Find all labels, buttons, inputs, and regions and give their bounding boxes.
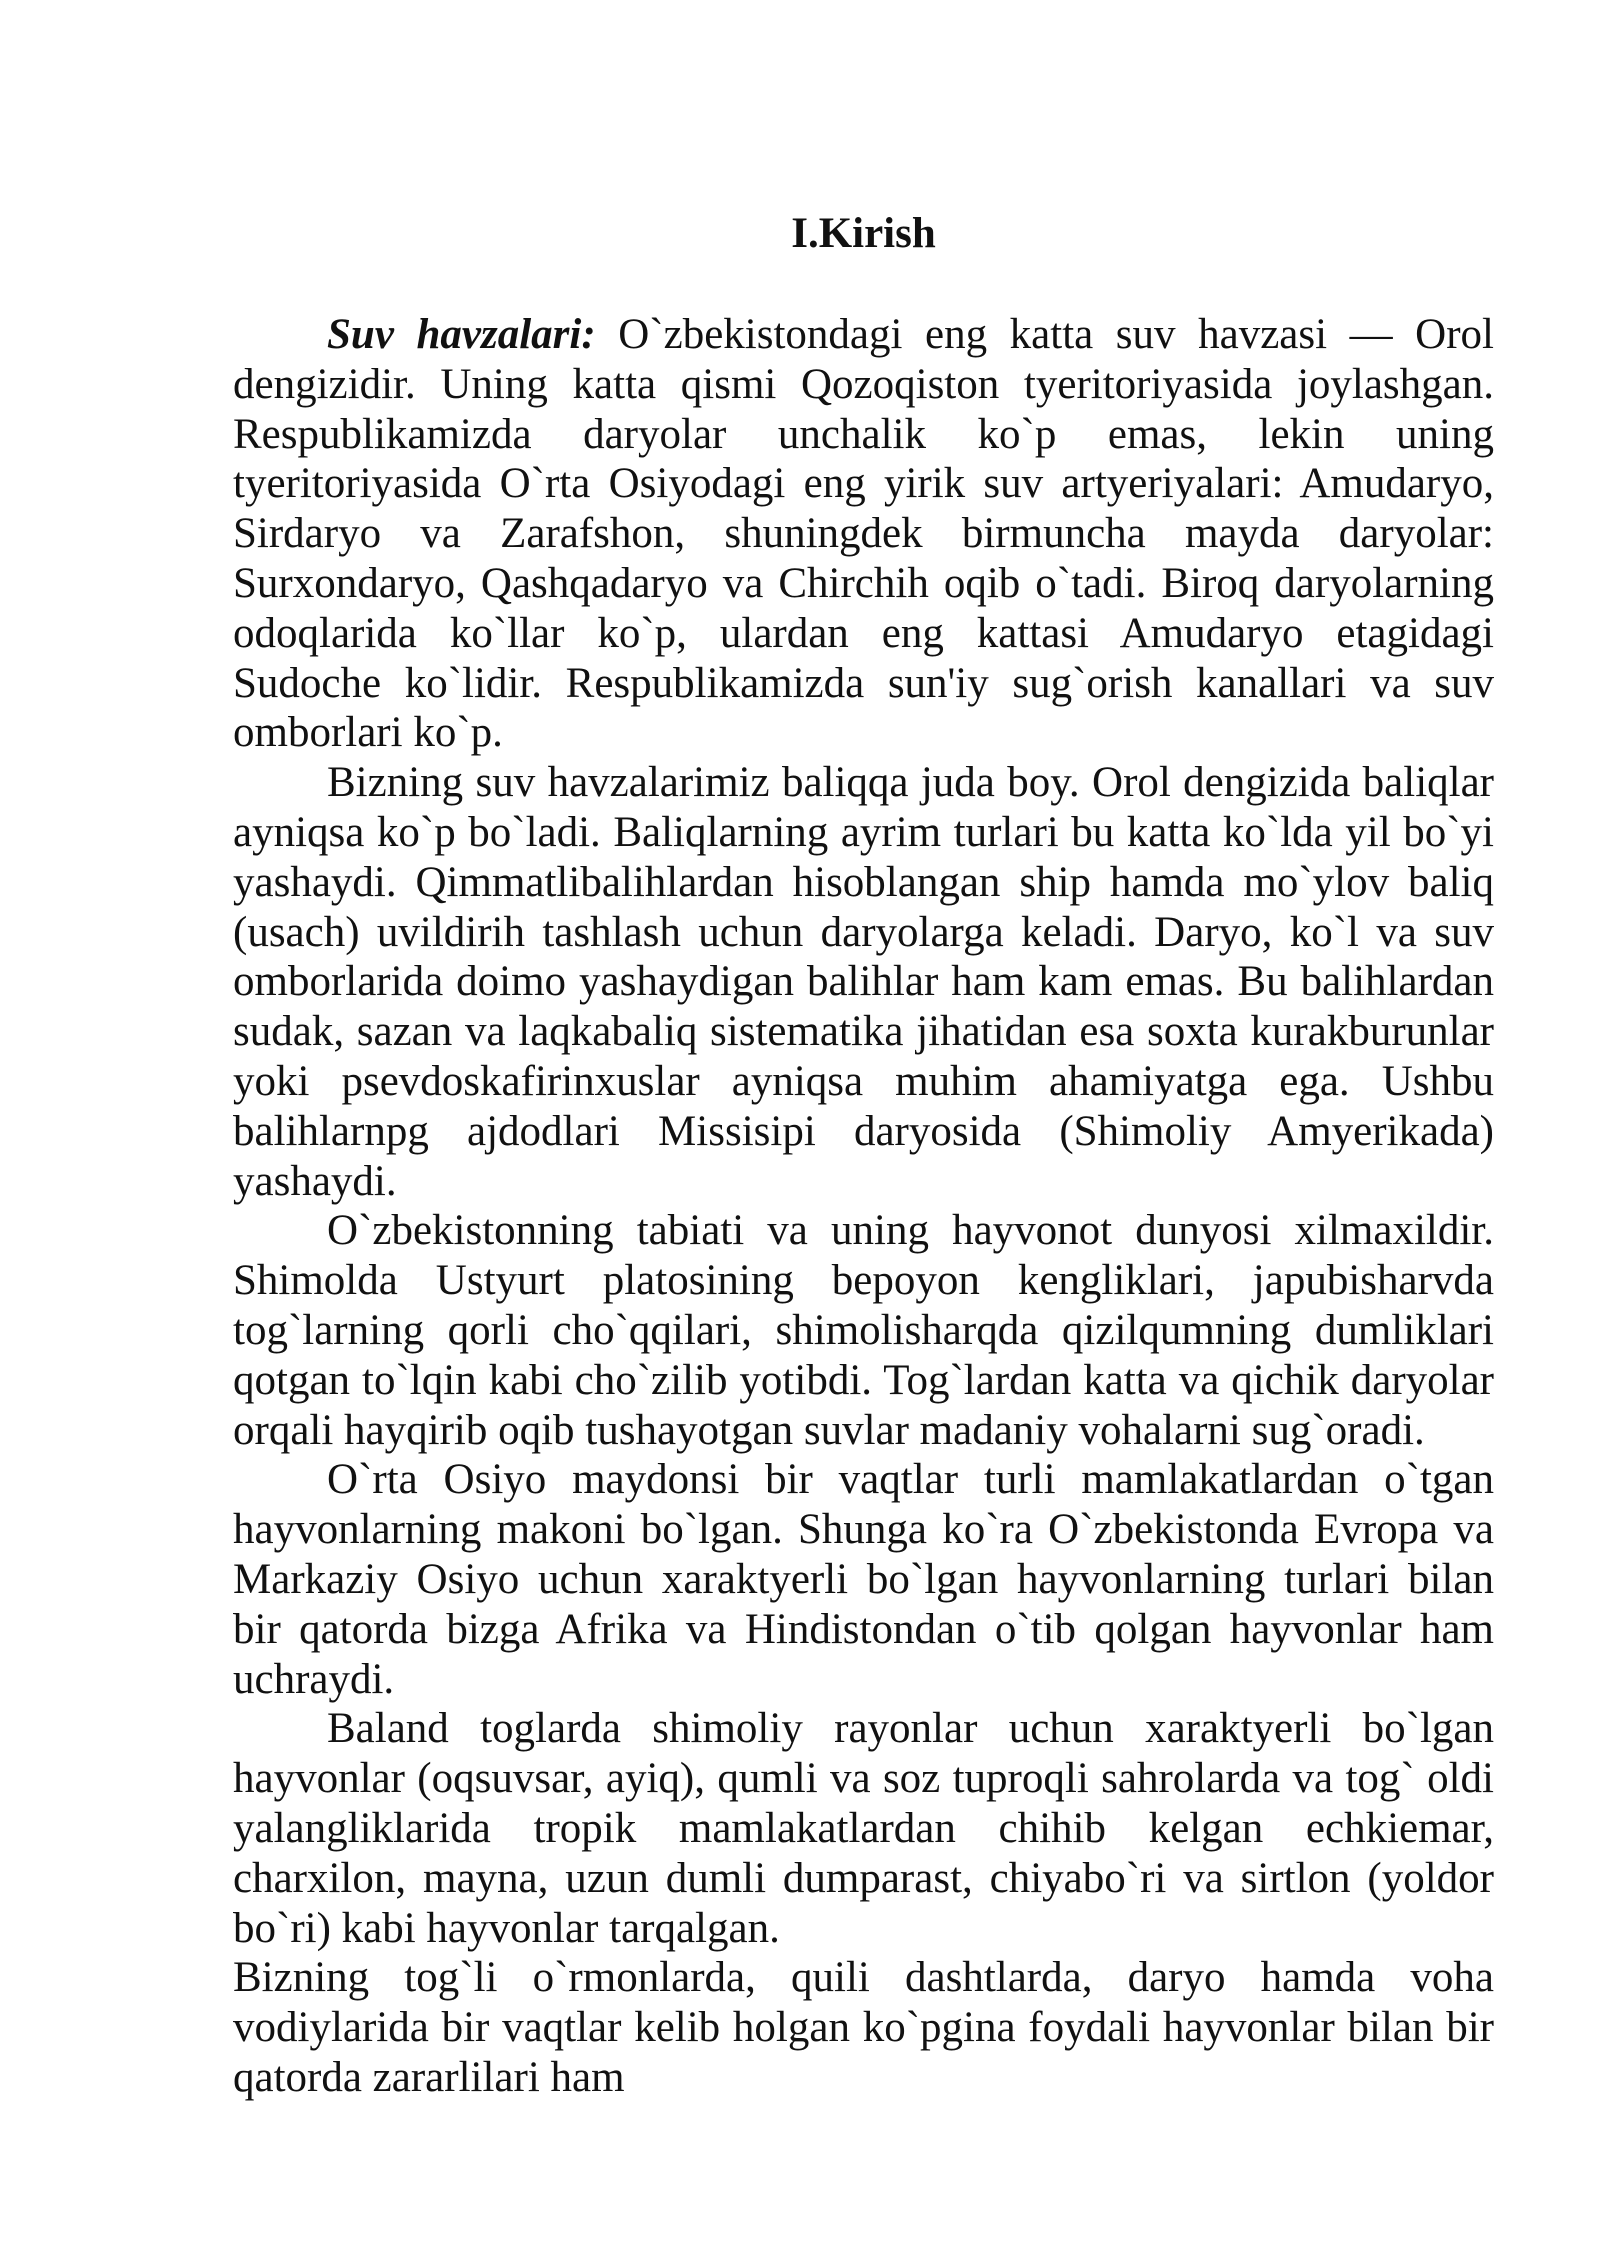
- paragraph-line: yashaydi.: [233, 1157, 397, 1205]
- paragraph-line: bir qatorda bizga Afrika va Hindistondan o`tib qolgan hayvonlar ham: [233, 1605, 1494, 1653]
- paragraph-line: yashaydi. Qimmatlibalihlardan hisoblangan ship hamda mo`ylov baliq: [233, 858, 1494, 906]
- paragraph-line: O`zbekistonning tabiati va uning hayvonot dunyosi xilmaxildir.: [327, 1207, 1494, 1255]
- paragraph-line: Baland toglarda shimoliy rayonlar uchun xaraktyerli bo`lgan: [327, 1705, 1494, 1753]
- paragraph-line: tog`larning qorli cho`qqilari, shimolisharqda qizilqumning dumliklari: [233, 1306, 1494, 1354]
- paragraph-line: Bizning suv havzalarimiz baliqqa juda boy. Orol dengizida baliqlar: [327, 759, 1494, 807]
- paragraph-line: qotgan to`lqin kabi cho`zilib yotibdi. Tog`lardan katta va qichik daryolar: [233, 1356, 1494, 1404]
- paragraph-line: orqali hayqirib oqib tushayotgan suvlar madaniy vohalarni sug`oradi.: [233, 1406, 1425, 1454]
- document-body: [233, 310, 1494, 2103]
- line-text: O`zbekistondagi eng katta suv havzasi — Orol: [618, 311, 1495, 358]
- paragraph-line: omborlarida doimo yashaydigan balihlar ham kam emas. Bu balihlardan: [233, 958, 1494, 1006]
- paragraph-line: yalangliklarida tropik mamlakatlardan chihib kelgan echkiemar,: [233, 1804, 1494, 1852]
- paragraph-line: Surxondaryo, Qashqadaryo va Chirchih oqib o`tadi. Biroq daryolarning: [233, 559, 1494, 607]
- paragraph-line: dengizidir. Uning katta qismi Qozoqiston tyeritoriyasida joylashgan.: [233, 360, 1494, 408]
- paragraph-line: Sudoche ko`lidir. Respublikamizda sun'iy sug`orish kanallari va suv: [233, 659, 1494, 707]
- paragraph-4: [233, 1455, 1494, 1704]
- page-title: I.Kirish: [791, 210, 936, 257]
- paragraph-line: [233, 310, 1494, 360]
- paragraph-line: Shimolda Ustyurt platosining bepoyon kengliklari, japubisharvda: [233, 1257, 1494, 1305]
- paragraph-line: Bizning tog`li o`rmonlarda, quili dashtlarda, daryo hamda voha: [233, 1954, 1494, 2002]
- paragraph-5: [233, 1704, 1494, 1953]
- paragraph-line: hayvonlarning makoni bo`lgan. Shunga ko`ra O`zbekistonda Evropa va: [233, 1506, 1494, 1554]
- paragraph-line: vodiylarida bir vaqtlar kelib holgan ko`pgina foydali hayvonlar bilan bir: [233, 2004, 1494, 2052]
- paragraph-line: qatorda zararlilari ham: [233, 2053, 625, 2101]
- paragraph-line: Sirdaryo va Zarafshon, shuningdek birmuncha mayda daryolar:: [233, 510, 1494, 558]
- paragraph-1: [233, 310, 1494, 758]
- paragraph-line: yoki psevdoskafirinxuslar ayniqsa muhim ahamiyatga ega. Ushbu: [233, 1057, 1494, 1105]
- paragraph-line: uchraydi.: [233, 1655, 395, 1703]
- paragraph-6: [233, 1953, 1494, 2102]
- paragraph-line: balihlarnpg ajdodlari Missisipi daryosida (Shimoliy Amyerikada): [233, 1107, 1494, 1155]
- paragraph-line: charxilon, mayna, uzun dumli dumparast, chiyabo`ri va sirtlon (yoldor: [233, 1854, 1494, 1902]
- paragraph-line: hayvonlar (oqsuvsar, ayiq), qumli va soz tuproqli sahrolarda va tog` oldi: [233, 1755, 1494, 1803]
- paragraph-line: odoqlarida ko`llar ko`p, ulardan eng kattasi Amudaryo etagidagi: [233, 609, 1494, 657]
- paragraph-line: ayniqsa ko`p bo`ladi. Baliqlarning ayrim turlari bu katta ko`lda yil bo`yi: [233, 808, 1494, 856]
- paragraph-line: O`rta Osiyo maydonsi bir vaqtlar turli mamlakatlardan o`tgan: [327, 1456, 1494, 1504]
- paragraph-2: [233, 758, 1494, 1206]
- section-lead: Suv havzalari:: [327, 311, 596, 358]
- paragraph-3: [233, 1206, 1494, 1455]
- paragraph-line: tyeritoriyasida O`rta Osiyodagi eng yirik suv artyeriyalari: Amudaryo,: [233, 460, 1494, 508]
- paragraph-line: Respublikamizda daryolar unchalik ko`p emas, lekin uning: [233, 410, 1494, 458]
- paragraph-line: (usach) uvildirih tashlash uchun daryolarga keladi. Daryo, ko`l va suv: [233, 908, 1494, 956]
- paragraph-line: omborlari ko`p.: [233, 709, 503, 757]
- paragraph-line: bo`ri) kabi hayvonlar tarqalgan.: [233, 1904, 780, 1952]
- paragraph-line: sudak, sazan va laqkabaliq sistematika jihatidan esa soxta kurakburunlar: [233, 1008, 1494, 1056]
- paragraph-line: Markaziy Osiyo uchun xaraktyerli bo`lgan hayvonlarning turlari bilan: [233, 1555, 1494, 1603]
